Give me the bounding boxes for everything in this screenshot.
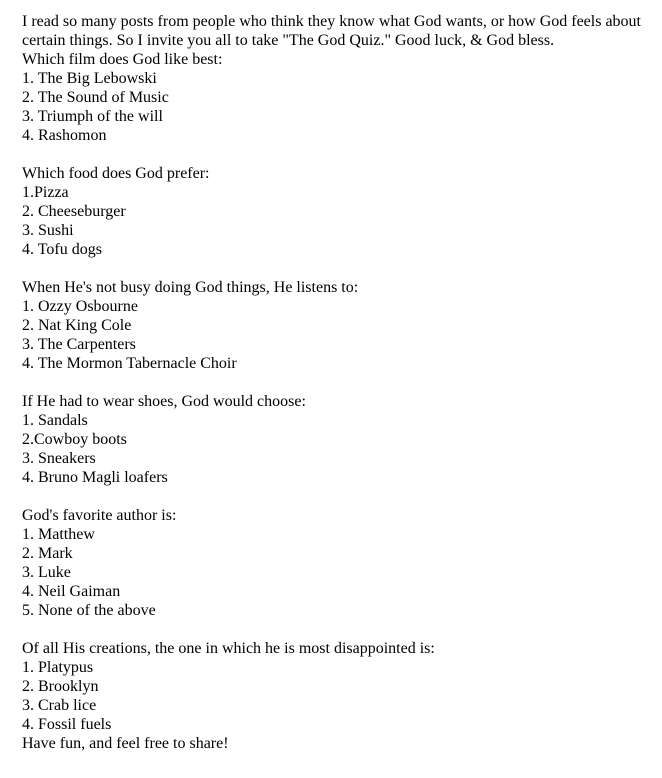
question-3-option-3: 3. The Carpenters bbox=[22, 336, 136, 353]
question-1-option-1: 1. The Big Lebowski bbox=[22, 70, 157, 87]
quiz-document bbox=[22, 12, 652, 753]
question-2-prompt: Which food does God prefer: bbox=[22, 165, 210, 182]
intro-paragraph: I read so many posts from people who think they know what God wants, or how God feels about certain things. So I invite you all to take "The God Quiz." Good luck, & God bless. bbox=[22, 13, 645, 49]
question-5-prompt: God's favorite author is: bbox=[22, 507, 177, 524]
paragraph-spacer bbox=[22, 259, 652, 278]
question-1-option-2: 2. The Sound of Music bbox=[22, 89, 169, 106]
question-2-option-1: 1.Pizza bbox=[22, 184, 69, 201]
question-6-option-3: 3. Crab lice bbox=[22, 697, 97, 714]
question-6-option-1: 1. Platypus bbox=[22, 659, 94, 676]
question-5-option-5: 5. None of the above bbox=[22, 602, 156, 619]
question-2-option-3: 3. Sushi bbox=[22, 222, 74, 239]
question-2-option-4: 4. Tofu dogs bbox=[22, 241, 102, 258]
question-4-option-1: 1. Sandals bbox=[22, 412, 88, 429]
question-4-prompt: If He had to wear shoes, God would choose: bbox=[22, 393, 306, 410]
question-1-prompt: Which film does God like best: bbox=[22, 51, 223, 68]
question-4-option-3: 3. Sneakers bbox=[22, 450, 96, 467]
paragraph-spacer bbox=[22, 373, 652, 392]
question-5-option-3: 3. Luke bbox=[22, 564, 71, 581]
question-3-option-2: 2. Nat King Cole bbox=[22, 317, 132, 334]
question-3-prompt: When He's not busy doing God things, He listens to: bbox=[22, 279, 359, 296]
question-5-option-2: 2. Mark bbox=[22, 545, 73, 562]
paragraph-spacer bbox=[22, 487, 652, 506]
question-6-option-4: 4. Fossil fuels bbox=[22, 716, 112, 733]
question-1-option-4: 4. Rashomon bbox=[22, 127, 107, 144]
paragraph-spacer bbox=[22, 620, 652, 639]
paragraph-spacer bbox=[22, 145, 652, 164]
question-6-prompt: Of all His creations, the one in which he is most disappointed is: bbox=[22, 640, 435, 657]
question-1-option-3: 3. Triumph of the will bbox=[22, 108, 163, 125]
question-6-option-2: 2. Brooklyn bbox=[22, 678, 99, 695]
question-2-option-2: 2. Cheeseburger bbox=[22, 203, 126, 220]
closing-line: Have fun, and feel free to share! bbox=[22, 735, 229, 752]
question-3-option-4: 4. The Mormon Tabernacle Choir bbox=[22, 355, 237, 372]
question-5-option-4: 4. Neil Gaiman bbox=[22, 583, 121, 600]
question-3-option-1: 1. Ozzy Osbourne bbox=[22, 298, 138, 315]
question-5-option-1: 1. Matthew bbox=[22, 526, 95, 543]
question-4-option-4: 4. Bruno Magli loafers bbox=[22, 469, 168, 486]
question-4-option-2: 2.Cowboy boots bbox=[22, 431, 127, 448]
